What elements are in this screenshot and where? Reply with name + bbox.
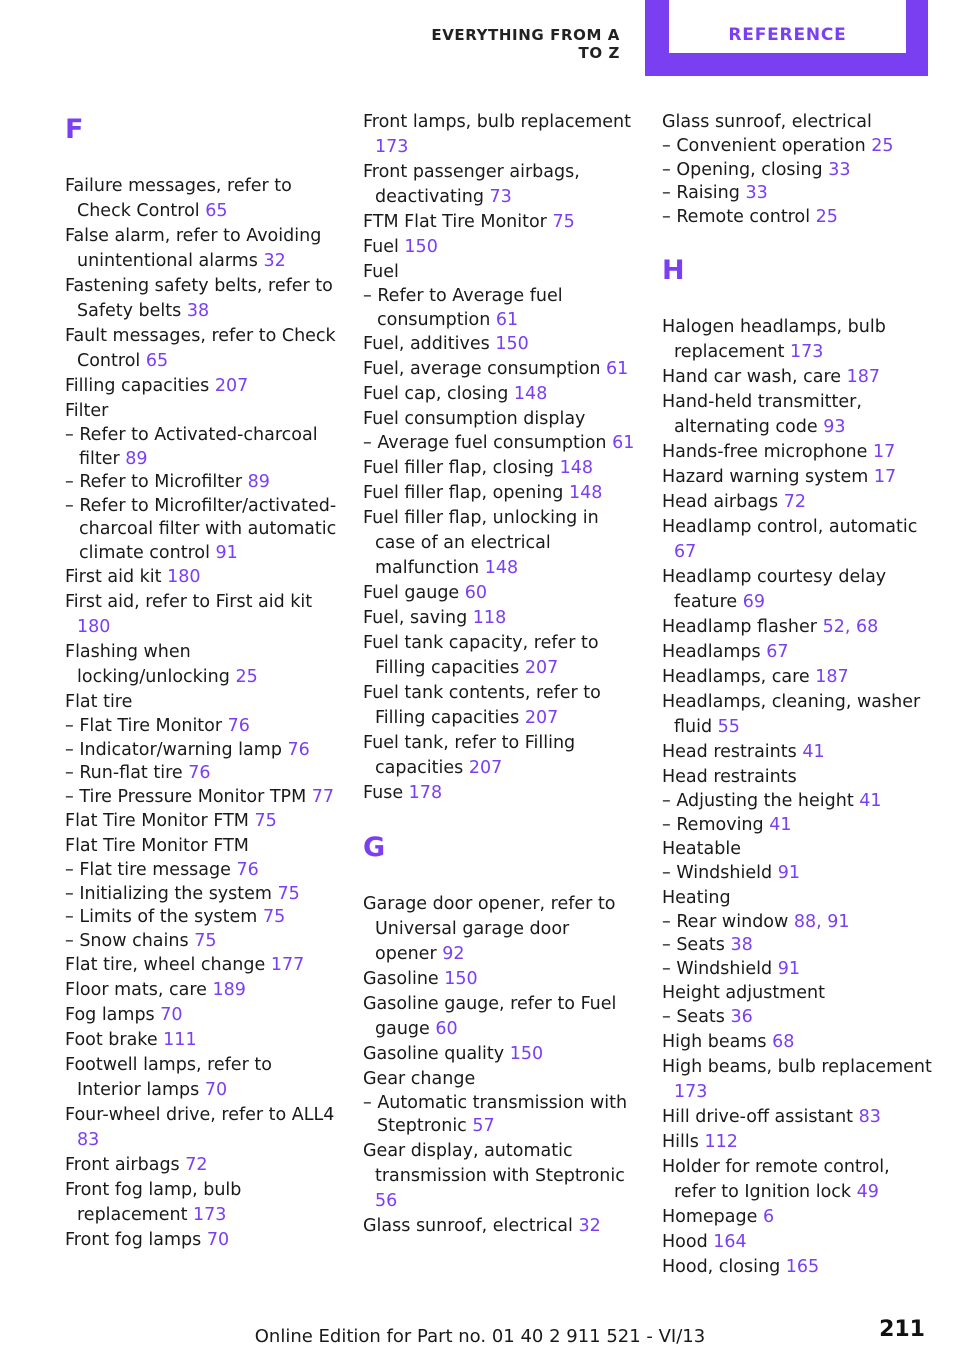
index-entry: [662, 1155, 934, 1205]
index-entry: [65, 690, 337, 715]
entry-text: Four-wheel drive, refer to ALL4: [65, 1105, 335, 1125]
page-link[interactable]: 180: [167, 567, 201, 587]
index-entry: [363, 967, 635, 992]
entry-text: Filter: [65, 401, 109, 421]
page-link[interactable]: 75: [277, 883, 300, 904]
entry-text: Hands-free microphone: [662, 442, 868, 462]
index-entry: [65, 1003, 337, 1028]
entry-text: Headlamps: [662, 642, 761, 662]
index-entry: [662, 1055, 934, 1105]
index-entry: [662, 440, 934, 465]
page-link[interactable]: 148: [559, 457, 593, 478]
entry-text: – Convenient operation: [662, 136, 866, 156]
page-link[interactable]: 72: [185, 1155, 208, 1175]
entry-text: – Snow chains: [65, 930, 189, 951]
page-link[interactable]: 173: [375, 137, 409, 157]
entry-text: Halogen headlamps, bulb replacement: [662, 317, 886, 362]
entry-text: – Initializing the system: [65, 883, 272, 904]
page-link[interactable]: 6: [762, 1206, 775, 1227]
index-entry: [662, 1255, 934, 1280]
page-link[interactable]: 75: [552, 212, 575, 232]
page-link[interactable]: 70: [204, 1080, 228, 1100]
page-link[interactable]: 25: [871, 136, 894, 156]
page-link[interactable]: 25: [235, 667, 258, 687]
entry-text: Front fog lamp, bulb replacement: [65, 1180, 242, 1225]
index-entry: [662, 690, 934, 740]
page-link[interactable]: 72: [783, 492, 807, 512]
page-link[interactable]: 33: [828, 159, 851, 180]
index-subentry: [363, 285, 635, 332]
entry-text: – Tire Pressure Monitor TPM: [65, 786, 307, 807]
index-entry: [363, 210, 635, 235]
page-link[interactable]: 83: [858, 1106, 881, 1127]
page-link[interactable]: 173: [790, 342, 824, 362]
index-entry: [65, 640, 337, 690]
entry-text: Hills: [662, 1131, 699, 1152]
index-subentry: [662, 135, 934, 159]
entry-text: – Removing: [662, 814, 764, 835]
index-entry: [65, 374, 337, 399]
index-subentry: [662, 182, 934, 206]
page-link[interactable]: 17: [872, 442, 896, 462]
entry-text: – Rear window: [662, 911, 789, 932]
entry-text: Flat Tire Monitor FTM: [65, 836, 249, 856]
index-subentry: [662, 1006, 934, 1030]
index-entry: [65, 1228, 337, 1253]
entry-text: – Average fuel consumption: [363, 433, 607, 453]
index-entry: [363, 581, 635, 606]
page-link[interactable]: 75: [262, 907, 286, 927]
entry-text: Head airbags: [662, 492, 779, 512]
page-link[interactable]: 57: [472, 1116, 495, 1136]
entry-text: Headlamp control, automatic: [662, 517, 918, 537]
entry-text: Fastening safety belts, refer to Safety belts: [65, 276, 333, 321]
index-entry: [65, 978, 337, 1003]
entry-text: Glass sunroof, electrical: [662, 112, 872, 132]
page-link[interactable]: 83: [77, 1130, 100, 1150]
entry-text: Heatable: [662, 839, 741, 859]
index-entry: [65, 565, 337, 590]
page-link[interactable]: 111: [163, 1030, 197, 1050]
page-link[interactable]: 76: [287, 739, 310, 760]
entry-text: Fuel, additives: [363, 334, 490, 354]
page-link[interactable]: 56: [375, 1190, 398, 1211]
entry-text: Heating: [662, 887, 731, 908]
index-subentry: [363, 1092, 635, 1139]
index-entry: [662, 765, 934, 790]
index-entry: [662, 110, 934, 135]
page-link[interactable]: 38: [186, 301, 210, 321]
page-link[interactable]: 150: [404, 237, 438, 257]
entry-text: – Remote control: [662, 206, 811, 227]
index-column-3: [662, 110, 934, 1280]
page-link[interactable]: 70: [160, 1005, 183, 1025]
entry-text: Headlamp flasher: [662, 617, 817, 637]
page-link[interactable]: 187: [815, 667, 849, 687]
index-entry: [65, 399, 337, 424]
index-subentry: [662, 206, 934, 230]
entry-text: Hand-held transmitter, alternating code: [662, 392, 862, 437]
page-link[interactable]: 177: [270, 955, 305, 975]
page-link[interactable]: 88, 91: [793, 911, 850, 932]
page-link[interactable]: 207: [214, 376, 249, 396]
index-subentry: [662, 862, 934, 886]
section-title: EVERYTHING FROM A TO Z: [431, 26, 620, 62]
index-entry: [363, 606, 635, 631]
index-subentry: [662, 934, 934, 958]
index-subentry: [65, 471, 337, 495]
index-entry: [65, 224, 337, 274]
index-column-2: [363, 110, 635, 1239]
entry-text: Hill drive-off assistant: [662, 1106, 854, 1127]
entry-text: – Automatic transmission with Steptronic: [363, 1092, 628, 1136]
footer-edition: Online Edition for Part no. 01 40 2 911 521 - VI/13: [254, 1326, 706, 1347]
page-number: 211: [879, 1317, 925, 1342]
index-entry: [65, 1178, 337, 1228]
index-entry: [662, 981, 934, 1006]
index-entry: [363, 781, 635, 806]
entry-text: Fuel, average consumption: [363, 359, 601, 379]
index-entry: [662, 837, 934, 862]
page-link[interactable]: 68: [772, 1031, 795, 1052]
index-entry: [363, 407, 635, 432]
entry-text: Footwell lamps, refer to Interior lamps: [65, 1055, 272, 1100]
index-entry: [662, 490, 934, 515]
entry-text: Fuel filler flap, closing: [363, 457, 555, 478]
entry-text: Height adjustment: [662, 983, 825, 1003]
index-entry: [662, 1030, 934, 1055]
index-entry: [662, 390, 934, 440]
index-entry: [662, 1205, 934, 1230]
entry-text: Fuel: [363, 237, 399, 257]
index-entry: [65, 953, 337, 978]
entry-text: Head restraints: [662, 742, 797, 762]
entry-text: Flat tire: [65, 692, 133, 712]
index-entry: [363, 481, 635, 506]
entry-text: – Flat Tire Monitor: [65, 716, 223, 736]
page-link[interactable]: 41: [802, 742, 825, 762]
index-entry: [662, 465, 934, 490]
index-entry: [363, 631, 635, 681]
page-link[interactable]: 61: [612, 433, 635, 453]
page-link[interactable]: 67: [766, 642, 789, 662]
page-link[interactable]: 207: [524, 707, 559, 728]
page-link[interactable]: 165: [785, 1256, 820, 1277]
entry-text: – Flat tire message: [65, 860, 231, 880]
entry-text: Hood, closing: [662, 1256, 781, 1277]
page-link[interactable]: 41: [769, 814, 792, 835]
entry-text: Failure messages, refer to Check Control: [65, 176, 292, 221]
index-entry: [363, 892, 635, 967]
page-link[interactable]: 180: [77, 617, 111, 637]
entry-text: Fuel consumption display: [363, 409, 586, 429]
entry-text: Fuse: [363, 782, 404, 803]
page-link[interactable]: 32: [578, 1215, 601, 1236]
entry-text: Fuel tank capacity, refer to Filling capacities: [363, 632, 599, 678]
entry-text: – Seats: [662, 935, 725, 955]
entry-text: Fuel tank contents, refer to Filling capacities: [363, 682, 601, 728]
index-entry: [363, 260, 635, 285]
entry-text: Flashing when locking/unlocking: [65, 642, 230, 687]
index-subentry: [65, 495, 337, 566]
page-link[interactable]: 77: [311, 786, 335, 807]
entry-text: – Windshield: [662, 958, 773, 979]
index-entry: [363, 382, 635, 407]
index-subentry: [662, 911, 934, 935]
entry-text: – Raising: [662, 183, 740, 203]
page-link[interactable]: 36: [730, 1007, 753, 1027]
entry-text: Fuel gauge: [363, 582, 460, 603]
entry-text: Foot brake: [65, 1030, 158, 1050]
page-link[interactable]: 38: [730, 935, 753, 955]
page-link[interactable]: 150: [495, 334, 529, 354]
index-entry: [65, 1053, 337, 1103]
page-link[interactable]: 89: [125, 448, 148, 469]
index-entry: [662, 565, 934, 615]
entry-text: Front fog lamps: [65, 1230, 202, 1250]
page-link[interactable]: 173: [674, 1081, 708, 1102]
entry-text: Fuel: [363, 262, 399, 282]
index-entry: [363, 160, 635, 210]
entry-text: First aid, refer to First aid kit: [65, 592, 313, 612]
index-entry: [363, 357, 635, 382]
page-link[interactable]: 118: [472, 607, 507, 628]
page-link[interactable]: 69: [742, 592, 766, 612]
page-link[interactable]: 178: [408, 782, 443, 803]
index-entry: [65, 1103, 337, 1153]
index-entry: [662, 615, 934, 640]
page-link[interactable]: 148: [568, 482, 603, 503]
index-entry: [662, 315, 934, 365]
index-column-1: [65, 110, 337, 1253]
page-link[interactable]: 17: [873, 467, 897, 487]
page-link[interactable]: 73: [489, 187, 512, 207]
index-entry: [662, 640, 934, 665]
index-subentry: [65, 930, 337, 954]
index-subentry: [662, 790, 934, 814]
page-link[interactable]: 164: [713, 1231, 747, 1252]
page-link[interactable]: 55: [717, 717, 740, 737]
index-subentry: [662, 958, 934, 982]
index-subentry: [65, 715, 337, 739]
page-link[interactable]: 207: [524, 657, 559, 678]
index-entry: [363, 1214, 635, 1239]
reference-tab[interactable]: [645, 0, 928, 76]
page-link[interactable]: 76: [227, 716, 250, 736]
index-subentry: [363, 432, 635, 456]
entry-text: High beams, bulb replacement: [662, 1056, 932, 1077]
entry-text: Gasoline gauge, refer to Fuel gauge: [363, 993, 617, 1039]
index-entry: [662, 740, 934, 765]
page-link[interactable]: 52, 68: [822, 617, 879, 637]
page-link[interactable]: 187: [846, 367, 881, 387]
entry-text: First aid kit: [65, 567, 162, 587]
index-letter-heading: G: [363, 831, 386, 863]
page-link[interactable]: 207: [468, 757, 503, 778]
entry-text: Fuel, saving: [363, 607, 468, 628]
index-entry: [363, 731, 635, 781]
page-link[interactable]: 91: [777, 863, 800, 883]
entry-text: Front airbags: [65, 1155, 180, 1175]
entry-text: – Indicator/warning lamp: [65, 739, 282, 760]
entry-text: False alarm, refer to Avoiding unintentional alarms: [65, 226, 322, 271]
page-link[interactable]: 32: [263, 251, 286, 271]
index-subentry: [65, 786, 337, 810]
page-link[interactable]: 150: [444, 968, 478, 989]
page-link[interactable]: 148: [484, 557, 519, 578]
index-subentry: [65, 424, 337, 471]
page-link[interactable]: 61: [606, 359, 629, 379]
index-entry: [363, 1042, 635, 1067]
entry-text: Fault messages, refer to Check Control: [65, 326, 336, 371]
index-entry: [65, 1028, 337, 1053]
entry-text: Headlamp courtesy delay feature: [662, 567, 887, 612]
page-link[interactable]: 33: [745, 183, 768, 203]
entry-text: Holder for remote control, refer to Ignition lock: [662, 1156, 890, 1202]
entry-text: Gasoline quality: [363, 1043, 505, 1064]
entry-text: Fuel filler flap, unlocking in case of an electrical malfunction: [363, 507, 599, 578]
index-entry: [363, 110, 635, 160]
index-entry: [363, 1067, 635, 1092]
index-entry: [363, 456, 635, 481]
page-link[interactable]: 91: [777, 958, 800, 979]
index-subentry: [65, 762, 337, 786]
entry-text: – Refer to Microfilter: [65, 472, 243, 492]
index-entry: [65, 324, 337, 374]
entry-text: Hazard warning system: [662, 467, 869, 487]
entry-text: Fog lamps: [65, 1005, 155, 1025]
entry-text: Front lamps, bulb replacement: [363, 112, 631, 132]
page-link[interactable]: 41: [859, 791, 882, 811]
entry-text: – Refer to Microfilter/activated-charcoal filter with automatic climate control: [65, 495, 337, 563]
index-subentry: [65, 739, 337, 763]
entry-text: Front passenger airbags, deactivating: [363, 162, 580, 207]
entry-text: Floor mats, care: [65, 980, 207, 1000]
index-entry: [363, 235, 635, 260]
entry-text: Glass sunroof, electrical: [363, 1215, 573, 1236]
page-link[interactable]: 173: [193, 1205, 227, 1225]
page-link[interactable]: 93: [823, 417, 846, 437]
reference-tab-label: REFERENCE: [669, 0, 906, 53]
page-link[interactable]: 65: [205, 201, 228, 221]
page-link[interactable]: 91: [215, 542, 238, 563]
page-link[interactable]: 76: [188, 763, 211, 783]
entry-text: Headlamps, care: [662, 667, 810, 687]
entry-text: – Adjusting the height: [662, 791, 854, 811]
index-entry: [65, 1153, 337, 1178]
entry-text: Fuel filler flap, opening: [363, 482, 564, 503]
entry-text: Garage door opener, refer to Universal garage door opener: [363, 893, 616, 964]
index-subentry: [65, 859, 337, 883]
entry-text: – Limits of the system: [65, 907, 258, 927]
entry-text: Flat Tire Monitor FTM: [65, 811, 249, 831]
index-letter-heading: H: [662, 255, 685, 286]
entry-text: – Seats: [662, 1007, 725, 1027]
index-entry: [363, 506, 635, 581]
entry-text: – Refer to Activated-charcoal filter: [65, 425, 318, 469]
page-link[interactable]: 25: [815, 206, 838, 227]
page-link[interactable]: 65: [145, 351, 169, 371]
index-entry: [662, 1105, 934, 1130]
entry-text: Gear display, automatic transmission with Steptronic: [363, 1140, 625, 1186]
index-entry: [65, 834, 337, 859]
entry-text: Gasoline: [363, 968, 439, 989]
page-link[interactable]: 67: [674, 542, 697, 562]
page-link[interactable]: 61: [495, 309, 519, 330]
page-link[interactable]: 76: [236, 860, 259, 880]
entry-text: – Run-flat tire: [65, 763, 183, 783]
index-subentry: [65, 906, 337, 930]
index-entry: [662, 886, 934, 911]
index-entry: [65, 274, 337, 324]
index-subentry: [65, 883, 337, 907]
index-entry: [662, 1130, 934, 1155]
index-entry: [65, 809, 337, 834]
entry-text: Filling capacities: [65, 376, 210, 396]
index-subentry: [662, 814, 934, 838]
index-entry: [662, 1230, 934, 1255]
page-link[interactable]: 148: [513, 384, 548, 404]
entry-text: Gear change: [363, 1068, 476, 1089]
page-link[interactable]: 112: [704, 1131, 738, 1152]
entry-text: – Opening, closing: [662, 159, 823, 180]
page-link[interactable]: 89: [247, 472, 270, 492]
page-link[interactable]: 60: [435, 1018, 458, 1039]
page-link[interactable]: 92: [442, 943, 465, 964]
entry-text: Flat tire, wheel change: [65, 955, 266, 975]
index-letter-heading: F: [65, 114, 84, 145]
entry-text: Hand car wash, care: [662, 367, 842, 387]
page-link[interactable]: 60: [464, 582, 488, 603]
entry-text: Head restraints: [662, 767, 797, 787]
entry-text: – Refer to Average fuel consumption: [363, 286, 563, 330]
index-entry: [363, 681, 635, 731]
entry-text: Fuel cap, closing: [363, 384, 509, 404]
index-entry: [363, 992, 635, 1042]
index-entry: [662, 665, 934, 690]
entry-text: Homepage: [662, 1206, 758, 1227]
entry-text: Hood: [662, 1231, 708, 1252]
page-link[interactable]: 75: [254, 811, 277, 831]
index-entry: [662, 365, 934, 390]
page-link[interactable]: 70: [206, 1230, 230, 1250]
index-entry: [65, 590, 337, 640]
page-link[interactable]: 75: [194, 930, 217, 951]
entry-text: High beams: [662, 1031, 767, 1052]
index-subentry: [662, 159, 934, 183]
index-entry: [363, 332, 635, 357]
index-entry: [363, 1139, 635, 1214]
page-link[interactable]: 49: [856, 1181, 879, 1202]
index-entry: [662, 515, 934, 565]
index-entry: [65, 174, 337, 224]
entry-text: Fuel tank, refer to Filling capacities: [363, 732, 576, 778]
page-link[interactable]: 150: [509, 1043, 544, 1064]
entry-text: FTM Flat Tire Monitor: [363, 212, 547, 232]
entry-text: – Windshield: [662, 863, 773, 883]
entry-text: Headlamps, cleaning, washer fluid: [662, 692, 921, 737]
page-link[interactable]: 189: [212, 980, 246, 1000]
